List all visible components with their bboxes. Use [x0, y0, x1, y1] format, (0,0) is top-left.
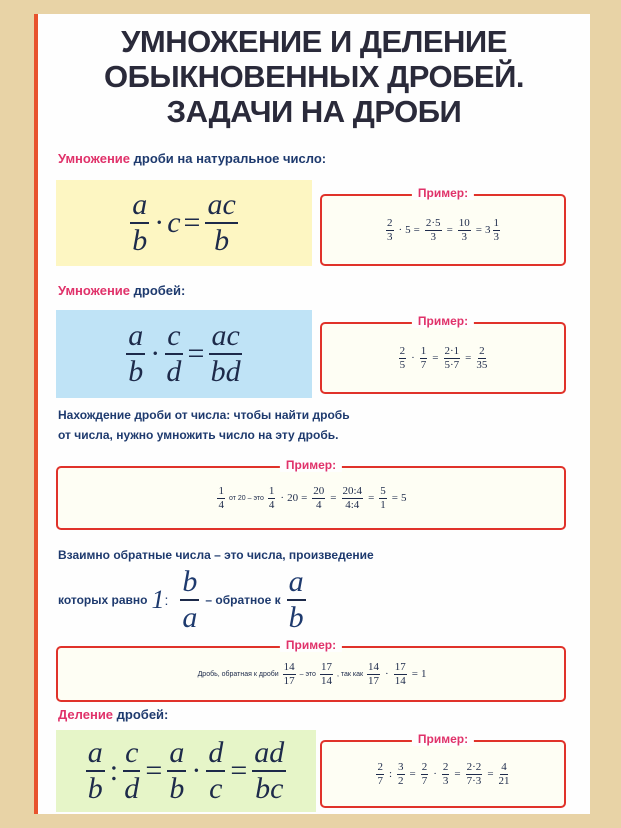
poster — [34, 14, 590, 814]
example-label: Пример: — [412, 732, 474, 746]
section-4-text-1: Взаимно обратные числа – это числа, произведение — [58, 548, 374, 562]
section-3-text-2: от числа, нужно умножить число на эту дробь. — [58, 428, 339, 442]
section-5-heading-rest: дробей: — [113, 707, 169, 722]
section-4-text-2: которых равно — [58, 593, 148, 607]
section-2-heading-rest: дробей: — [130, 283, 186, 298]
example-label: Пример: — [280, 638, 342, 652]
section-4-formula-line: которых равно 1 : $\frac{b}{a}$ – обратное к $\frac{a}{b}$ — [58, 565, 304, 634]
section-1-heading-red: Умножение — [58, 151, 131, 166]
section-2-heading-red: Умножение — [58, 283, 131, 298]
poster-title — [38, 24, 590, 129]
section-5-example: Пример: $\frac{2}{7}$ : $\frac{3}{2}$ = $\frac{2}{7}$ · $\frac{2}{3}$ = $\frac{2\cdot 2}{7\cdot 3}$ = $\frac{4}{21}$ — [320, 740, 566, 808]
example-label: Пример: — [412, 314, 474, 328]
section-2-example: Пример: $\frac{2}{5}$ · $\frac{1}{7}$ = $\frac{2\cdot 1}{5\cdot 7}$ = $\frac{2}{35}$ — [320, 322, 566, 394]
section-2-heading — [58, 282, 185, 299]
example-label: Пример: — [412, 186, 474, 200]
example-label: Пример: — [280, 458, 342, 472]
section-4-example: Пример: Дробь, обратная к дроби $\frac{14}{17}$ – это $\frac{17}{14}$ , так как $\frac{14}{17}$ · $\frac{17}{14}$ = 1 — [56, 646, 566, 702]
section-3-text-1: Нахождение дроби от числа: чтобы найти дробь — [58, 408, 350, 422]
section-5-heading — [58, 706, 168, 723]
title-line-1: УМНОЖЕНИЕ И ДЕЛЕНИЕ — [121, 24, 507, 59]
section-3-example: Пример: $\frac{1}{4}$ от 20 – это $\frac{1}{4}$ · 20 = $\frac{20}{4}$ = $\frac{20:4}{4:4}$ = $\frac{5}{1}$ = 5 — [56, 466, 566, 530]
section-5-formula: $\frac{a}{b}$ : $\frac{c}{d}$ = $\frac{a}{b}$ · $\frac{d}{c}$ = $\frac{ad}{bc}$ — [56, 730, 316, 812]
section-5-heading-red: Деление — [58, 707, 114, 722]
title-line-2: ОБЫКНОВЕННЫХ ДРОБЕЙ. — [104, 59, 524, 94]
title-line-3: ЗАДАЧИ НА ДРОБИ — [166, 94, 462, 129]
section-1-example: Пример: $\frac{2}{3}$ · 5 = $\frac{2\cdot 5}{3}$ = $\frac{10}{3}$ = 3 $\frac{1}{3}$ — [320, 194, 566, 266]
section-1-heading — [58, 150, 326, 167]
section-1-formula: $\frac{a}{b}$ · c = $\frac{ac}{b}$ — [56, 180, 312, 266]
section-2-formula: $\frac{a}{b}$ · $\frac{c}{d}$ = $\frac{ac}{bd}$ — [56, 310, 312, 398]
section-1-heading-rest: дроби на натуральное число: — [130, 151, 327, 166]
